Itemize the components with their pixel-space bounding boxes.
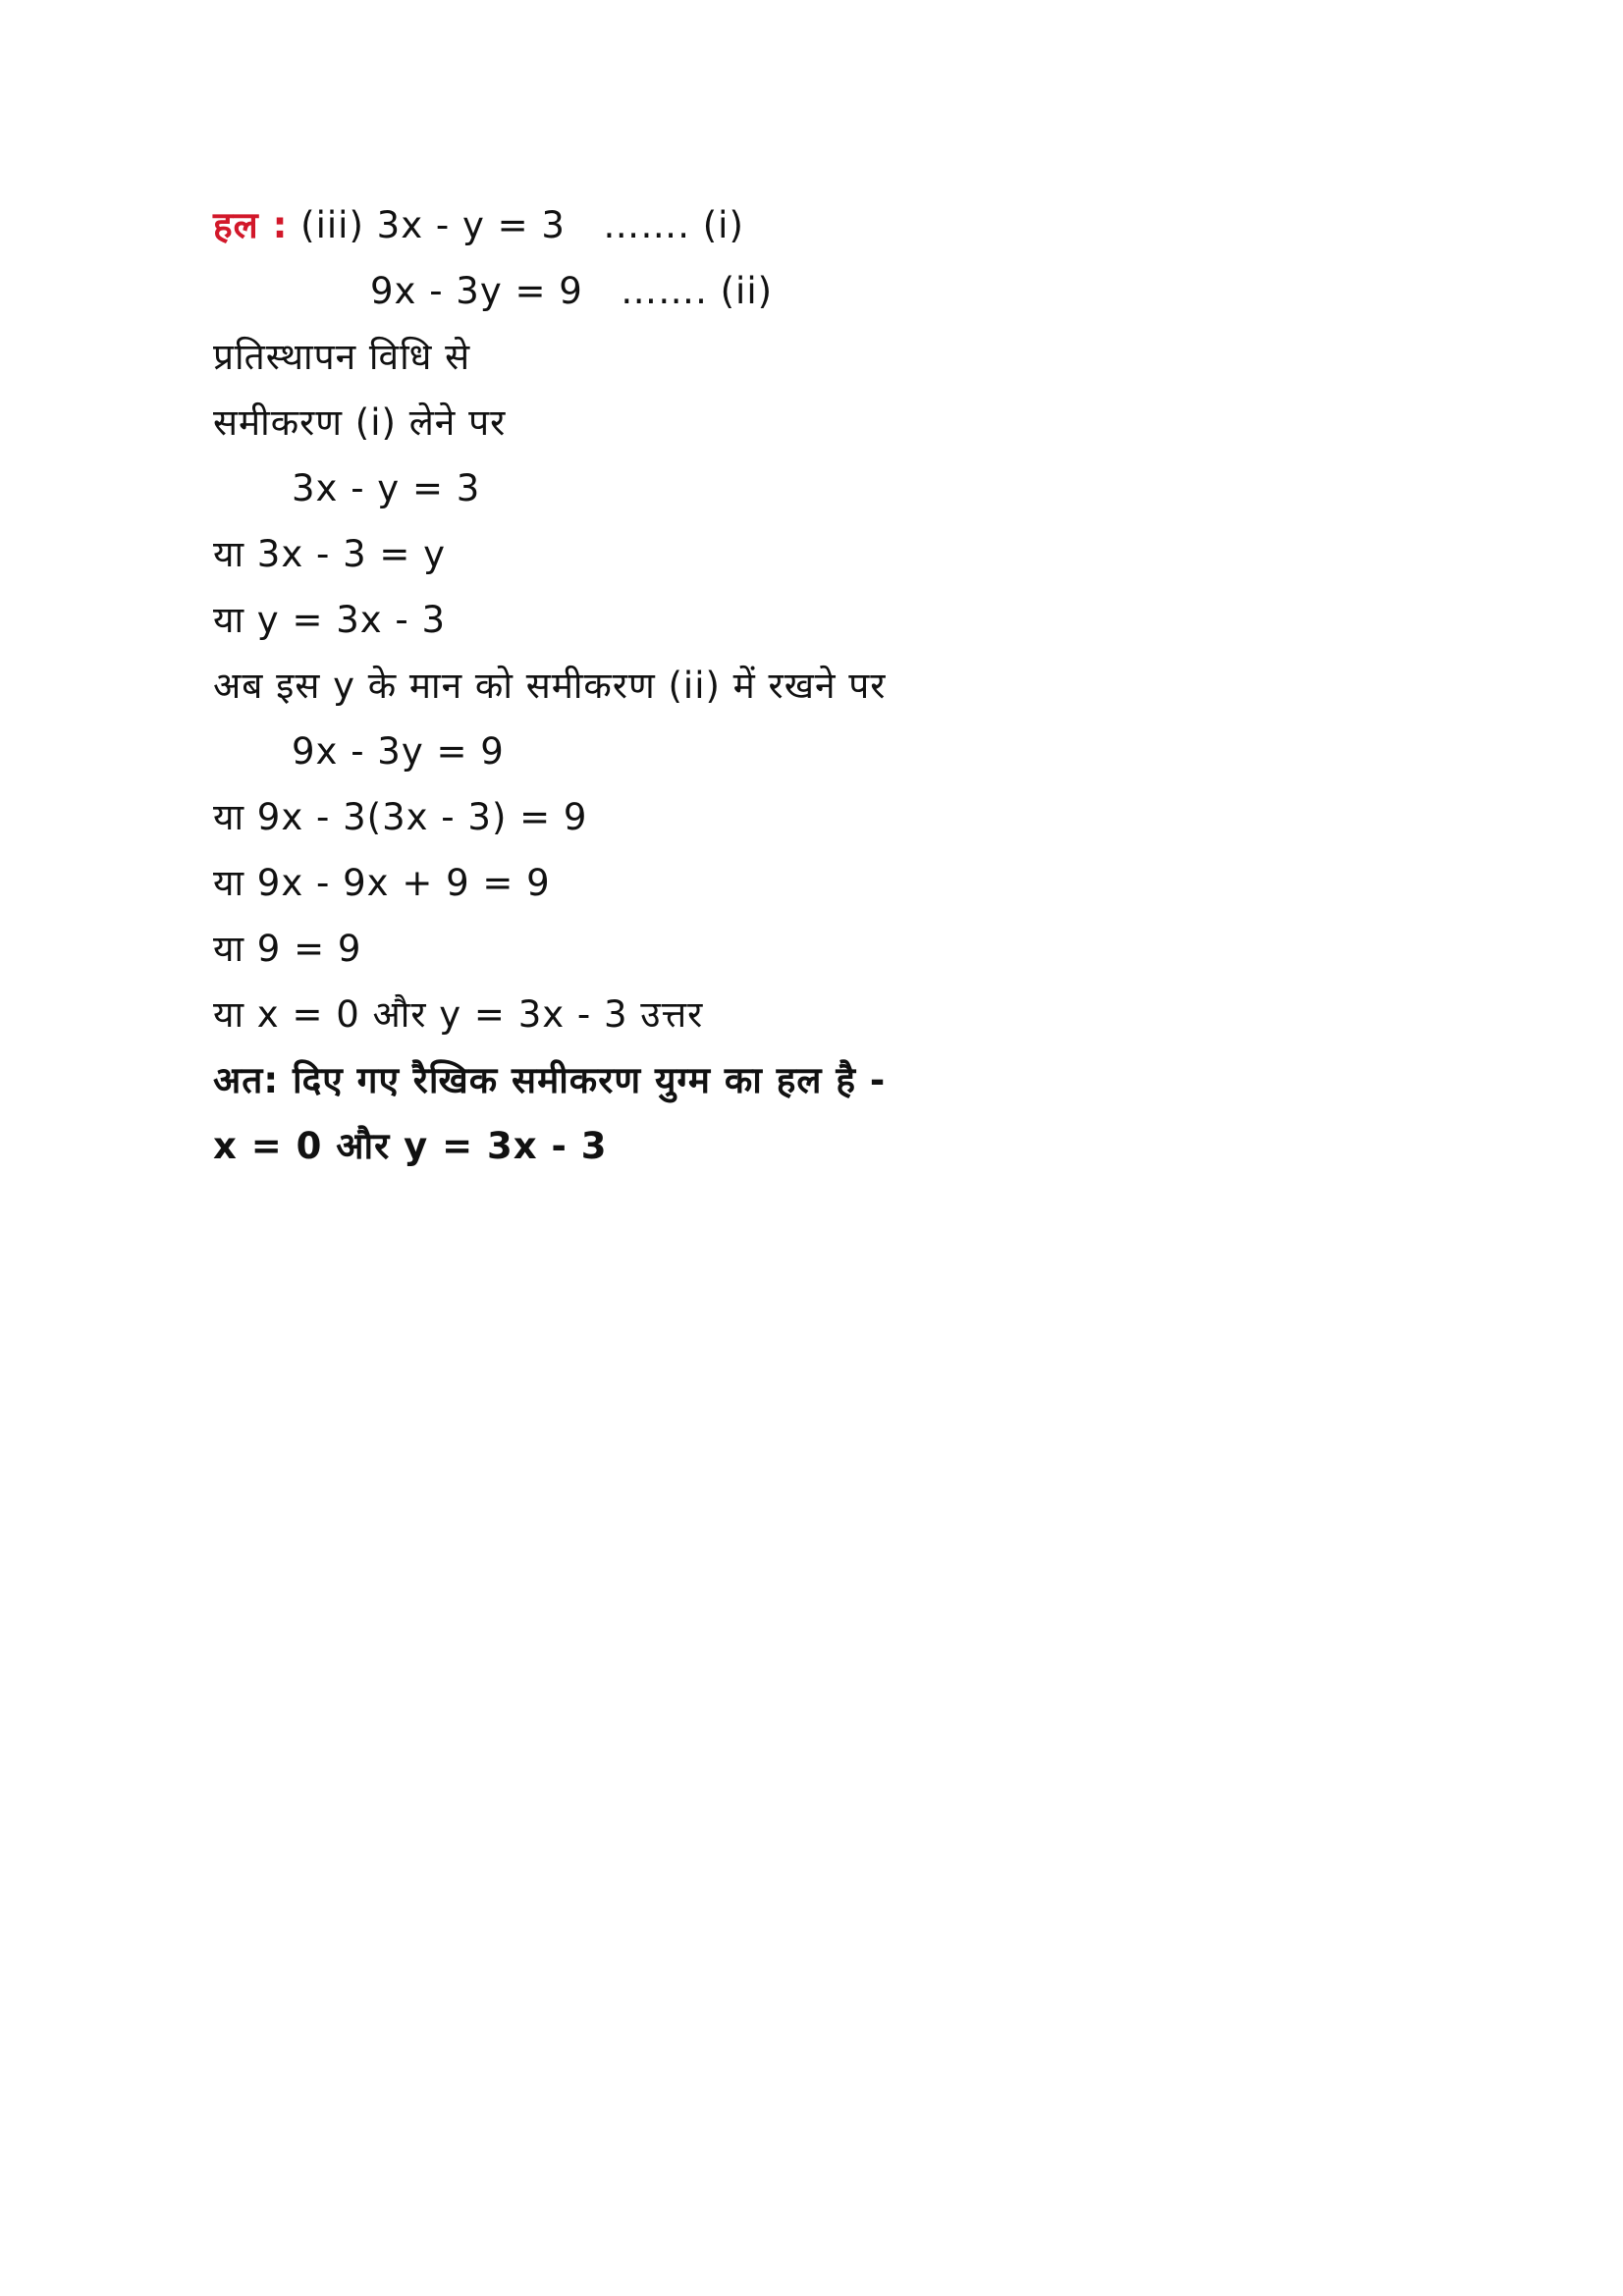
equation-line-1 bbox=[213, 192, 1489, 258]
solution-label: हल : bbox=[213, 204, 289, 246]
step-1: 3x - y = 3 bbox=[292, 467, 481, 509]
taking-equation-1: समीकरण (i) लेने पर bbox=[213, 401, 507, 444]
step-7: या 9 = 9 bbox=[213, 928, 362, 970]
substitution-text: अब इस y के मान को समीकरण (ii) में रखने पर bbox=[213, 665, 887, 707]
final-answer: x = 0 और y = 3x - 3 bbox=[213, 1125, 608, 1167]
equation-2: 9x - 3y = 9 ……. (ii) bbox=[370, 270, 774, 312]
step-2: या 3x - 3 = y bbox=[213, 533, 447, 575]
answer-line: या x = 0 और y = 3x - 3 उत्तर bbox=[213, 993, 704, 1036]
method-heading: प्रतिस्थापन विधि से bbox=[213, 336, 471, 378]
step-4: 9x - 3y = 9 bbox=[292, 730, 505, 773]
step-3: या y = 3x - 3 bbox=[213, 599, 447, 641]
solution-document bbox=[213, 192, 1489, 1179]
conclusion-text: अत: दिए गए रैखिक समीकरण युग्म का हल है - bbox=[213, 1059, 887, 1101]
equation-1: (iii) 3x - y = 3 ……. (i) bbox=[288, 204, 744, 246]
step-5: या 9x - 3(3x - 3) = 9 bbox=[213, 796, 588, 838]
step-6: या 9x - 9x + 9 = 9 bbox=[213, 862, 551, 904]
